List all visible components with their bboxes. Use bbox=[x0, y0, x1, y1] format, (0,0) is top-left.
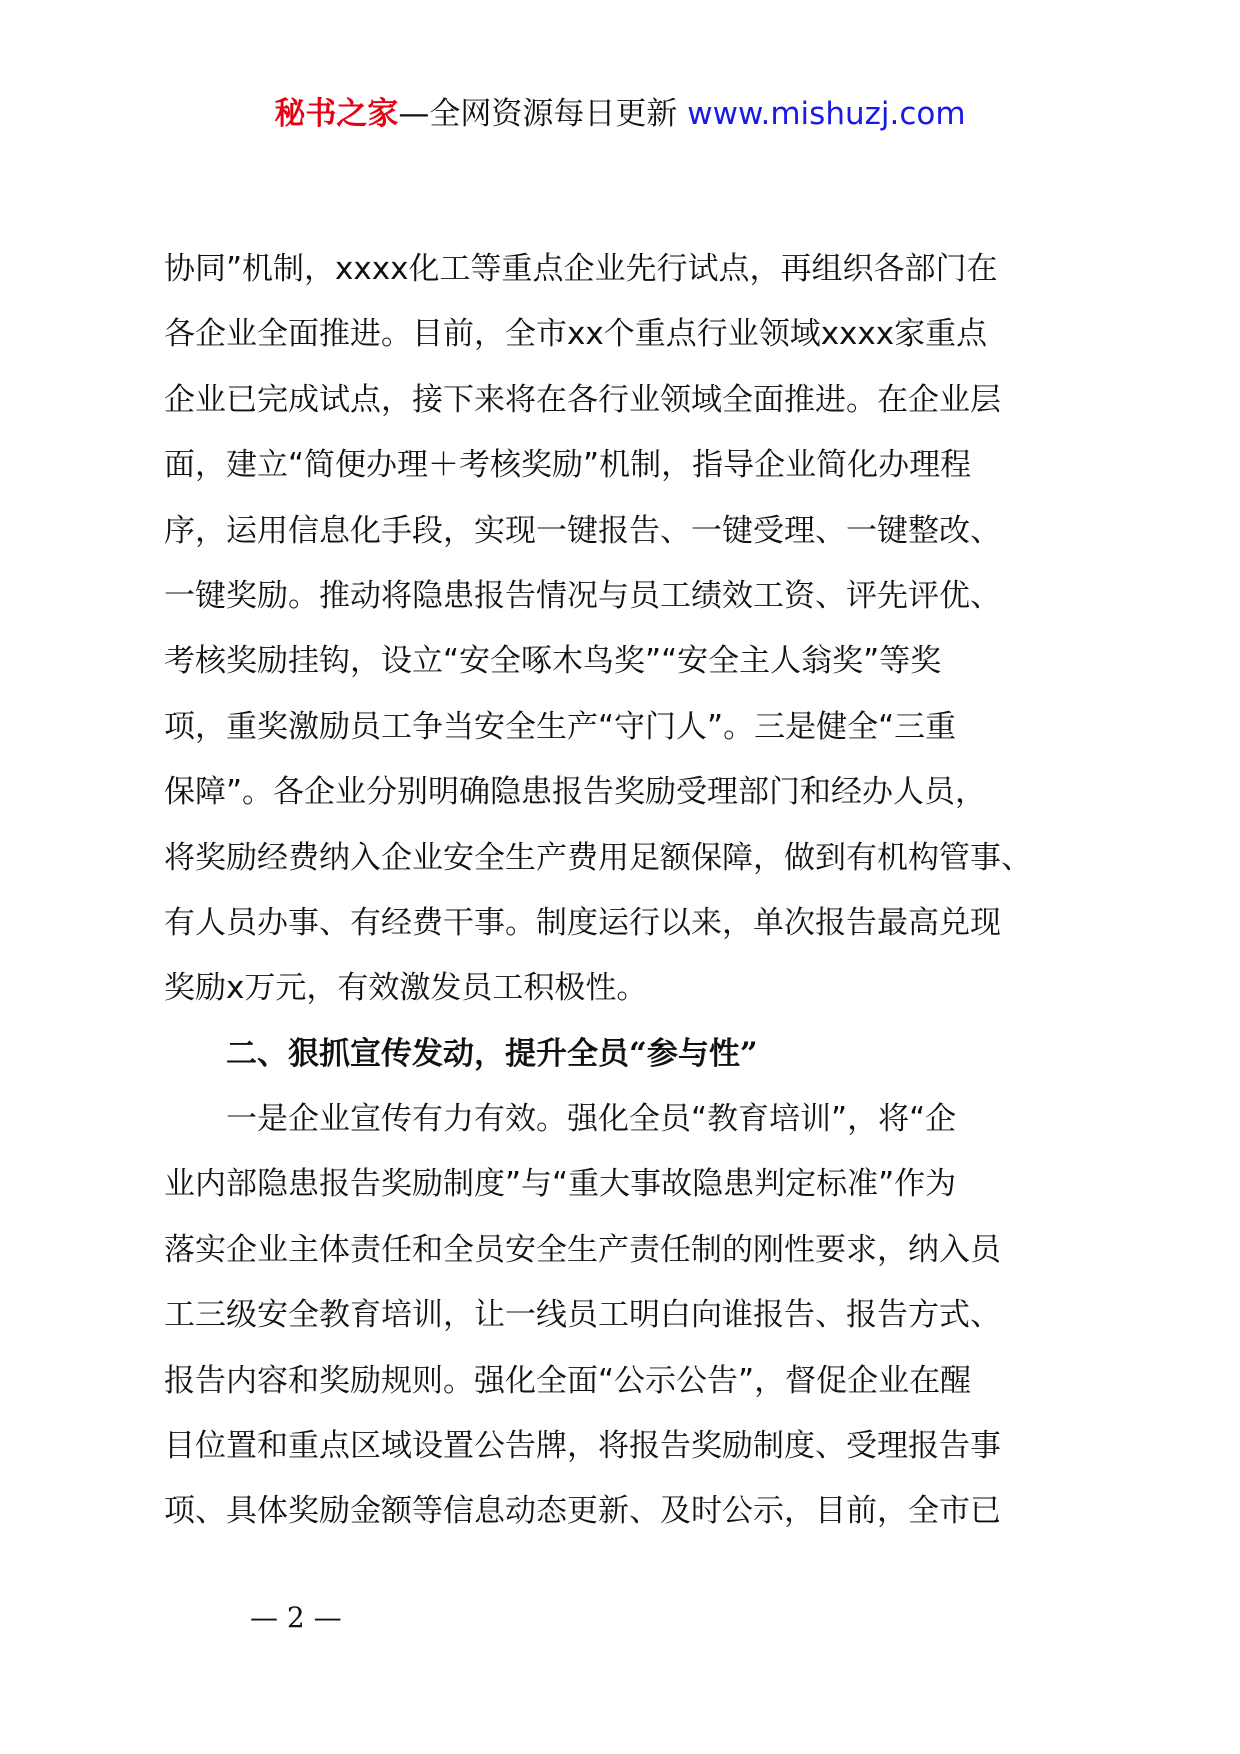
body-line: 协同”机制，xxxx化工等重点企业先行试点，再组织各部门在 bbox=[164, 251, 998, 287]
body-line: 目位置和重点区域设置公告牌，将报告奖励制度、受理报告事 bbox=[164, 1428, 1001, 1465]
body-line: 保障”。各企业分别明确隐患报告奖励受理部门和经办人员， bbox=[164, 774, 987, 811]
body-line: 报告内容和奖励规则。强化全面“公示公告”，督促企业在醒 bbox=[164, 1362, 972, 1399]
body-line: 业内部隐患报告奖励制度”与“重大事故隐患判定标准”作为 bbox=[164, 1166, 957, 1203]
body-line: 面，建立“简便办理＋考核奖励”机制，指导企业简化办理程 bbox=[164, 447, 972, 484]
body-line: 将奖励经费纳入企业安全生产费用足额保障，做到有机构管事、 bbox=[164, 839, 1032, 876]
section-heading: 二、狠抓宣传发动，提升全员“参与性” bbox=[164, 1035, 758, 1072]
body-line: 一是企业宣传有力有效。强化全员“教育培训”，将“企 bbox=[164, 1101, 957, 1138]
body-line: 工三级安全教育培训，让一线员工明白向谁报告、报告方式、 bbox=[164, 1297, 1001, 1334]
site-url-link[interactable]: www.mishuzj.com bbox=[687, 96, 966, 132]
site-header bbox=[0, 94, 1240, 134]
body-line: 企业已完成试点，接下来将在各行业领域全面推进。在企业层 bbox=[164, 381, 1001, 418]
body-line: 考核奖励挂钩，设立“安全啄木鸟奖”“安全主人翁奖”等奖 bbox=[164, 643, 942, 680]
header-tagline: —全网资源每日更新 bbox=[398, 96, 678, 132]
body-line: 序，运用信息化手段，实现一键报告、一键受理、一键整改、 bbox=[164, 512, 1001, 549]
body-line: 项，重奖激励员工争当安全生产“守门人”。三是健全“三重 bbox=[164, 708, 957, 745]
body-line: 一键奖励。推动将隐患报告情况与员工绩效工资、评先评优、 bbox=[164, 577, 1001, 614]
body-line: 落实企业主体责任和全员安全生产责任制的刚性要求，纳入员 bbox=[164, 1231, 1001, 1268]
document-body bbox=[164, 237, 1084, 1545]
body-line: 项、具体奖励金额等信息动态更新、及时公示，目前，全市已 bbox=[164, 1493, 1001, 1530]
page-number: — 2 — bbox=[250, 1601, 342, 1634]
body-line: 各企业全面推进。目前，全市xx个重点行业领域xxxx家重点 bbox=[164, 316, 988, 353]
brand-name: 秘书之家 bbox=[274, 96, 399, 132]
body-line: 奖励x万元，有效激发员工积极性。 bbox=[164, 970, 648, 1007]
body-line: 有人员办事、有经费干事。制度运行以来，单次报告最高兑现 bbox=[164, 904, 1001, 941]
